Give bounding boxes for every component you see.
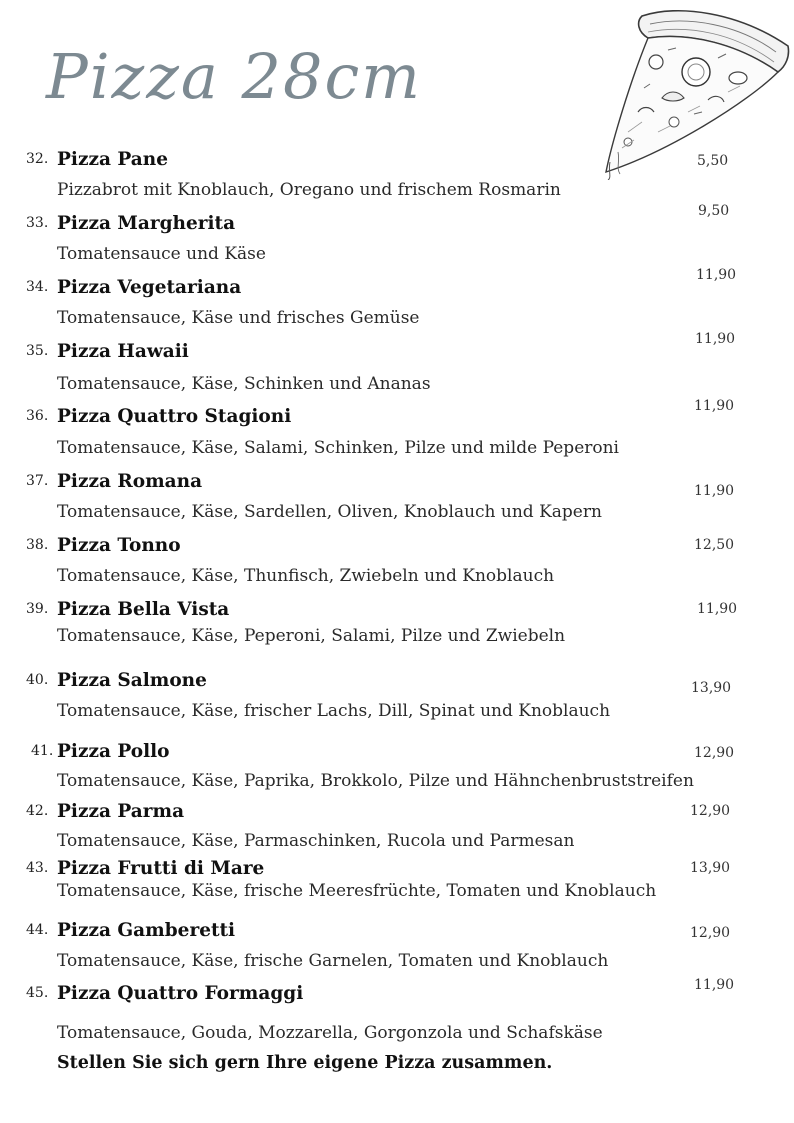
item-name: Pizza Quattro Stagioni [57, 406, 292, 427]
item-description: Tomatensauce, Käse, Salami, Schinken, Pilze und milde Peperoni [57, 438, 619, 458]
item-number: 35. [26, 343, 49, 359]
item-name: Pizza Vegetariana [57, 277, 242, 298]
item-name: Pizza Romana [57, 471, 203, 492]
item-number: 42. [26, 803, 49, 819]
item-number: 33. [26, 215, 49, 231]
item-description: Tomatensauce, Käse, frischer Lachs, Dill, Spinat und Knoblauch [57, 701, 611, 721]
item-number: 38. [26, 537, 49, 553]
item-description: Tomatensauce und Käse [57, 244, 266, 264]
item-description: Tomatensauce, Käse, frische Garnelen, Tomaten und Knoblauch [57, 951, 609, 971]
item-name: Pizza Salmone [57, 670, 207, 691]
item-number: 44. [26, 922, 49, 938]
item-name: Pizza Bella Vista [57, 599, 230, 620]
item-number: 40. [26, 672, 49, 688]
item-number: 45. [26, 985, 49, 1001]
item-number: 39. [26, 601, 49, 617]
item-number: 36. [26, 408, 49, 424]
item-price: 13,90 [691, 680, 732, 696]
item-name: Pizza Tonno [57, 535, 181, 556]
footer-note: Stellen Sie sich gern Ihre eigene Pizza zusammen. [57, 1053, 553, 1073]
item-number: 43. [26, 860, 49, 876]
item-name: Pizza Quattro Formaggi [57, 983, 304, 1004]
item-price: 5,50 [697, 153, 729, 169]
page-title: Pizza 28cm [46, 40, 422, 113]
item-price: 12,90 [690, 803, 731, 819]
item-price: 12,90 [694, 745, 735, 761]
item-name: Pizza Margherita [57, 213, 236, 234]
item-price: 11,90 [694, 977, 735, 993]
item-name: Pizza Hawaii [57, 341, 189, 362]
item-name: Pizza Pane [57, 149, 168, 170]
item-description: Tomatensauce, Käse, Thunfisch, Zwiebeln und Knoblauch [57, 566, 555, 586]
item-number: 32. [26, 151, 49, 167]
item-description: Tomatensauce, Käse, Schinken und Ananas [57, 374, 431, 394]
item-name: Pizza Parma [57, 801, 185, 822]
item-name: Pizza Gamberetti [57, 920, 236, 941]
item-price: 12,50 [694, 537, 735, 553]
item-description: Tomatensauce, Käse, Paprika, Brokkolo, Pilze und Hähnchenbruststreifen [57, 771, 694, 791]
item-price: 11,90 [697, 601, 738, 617]
item-price: 9,50 [698, 203, 730, 219]
pizza-slice-icon [598, 2, 794, 180]
item-number: 37. [26, 473, 49, 489]
item-description: Tomatensauce, Käse, Parmaschinken, Rucola und Parmesan [57, 831, 575, 851]
item-price: 11,90 [694, 398, 735, 414]
item-name: Pizza Frutti di Mare [57, 858, 265, 879]
item-price: 11,90 [696, 267, 737, 283]
item-name: Pizza Pollo [57, 741, 170, 762]
item-number: 34. [26, 279, 49, 295]
item-description: Tomatensauce, Käse und frisches Gemüse [57, 308, 420, 328]
item-description: Tomatensauce, Käse, frische Meeresfrüchte, Tomaten und Knoblauch [57, 881, 657, 901]
item-description: Pizzabrot mit Knoblauch, Oregano und frischem Rosmarin [57, 180, 561, 200]
item-price: 11,90 [694, 483, 735, 499]
item-description: Tomatensauce, Käse, Peperoni, Salami, Pilze und Zwiebeln [57, 626, 566, 646]
item-number: 41. [31, 743, 54, 759]
item-price: 12,90 [690, 925, 731, 941]
item-description: Tomatensauce, Gouda, Mozzarella, Gorgonzola und Schafskäse [57, 1023, 603, 1043]
item-description: Tomatensauce, Käse, Sardellen, Oliven, Knoblauch und Kapern [57, 502, 602, 522]
item-price: 11,90 [695, 331, 736, 347]
item-price: 13,90 [690, 860, 731, 876]
